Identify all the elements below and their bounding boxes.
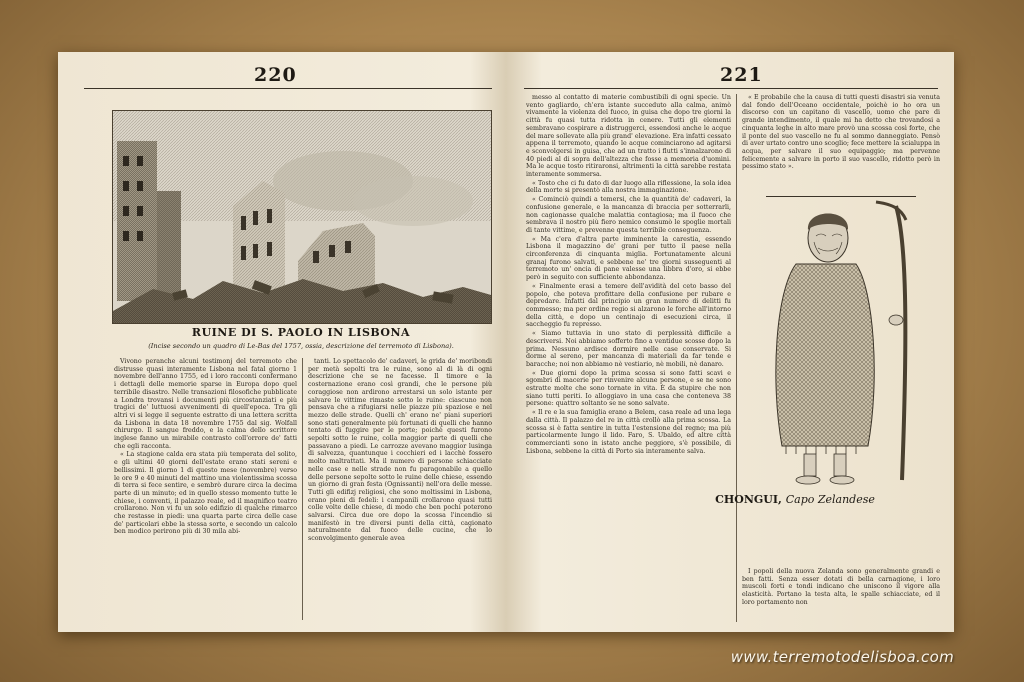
chongui-portrait (756, 200, 926, 486)
portrait-name: CHONGUI, (715, 493, 782, 506)
header-rule (524, 88, 938, 89)
portrait-subtitle: Capo Zelandese (785, 493, 875, 506)
paragraph: « La stagione calda era stata più temperata del solito, e gli ultimi 40 giorni dell'estate erano stati sereni e bellissimi. Il giorno 1 di questo mese (novembre) verso le ore 9 e 40 minuti del mattino una violentissima scossa di terra si fece sentire, e sembrò durare circa la decima parte di un minuto; ed in quello stesso momento tutte le chiese, i conventi, il palazzo reale, ed il magnifico teatro crollarono. Non vi fu un solo edifizio di qualche rimarco che restasse in piedi: una quarta parte circa delle case de' particolari ebbe la stessa sorte, e secondo un calcolo ben modico perirono più di 30 mila abi- (114, 451, 297, 536)
paragraph: tanti. Lo spettacolo de' cadaveri, le grida de' moribondi per metà sepolti tra le ruine, sono al di là di ogni descrizione che se ne facesse. Il timore e la costernazione erano così grandi, che le persone più coraggiose non ardirono arrestarsi un solo istante per salvare le vittime rimaste sotto le ruine: ciascuno non pensava che a rifugiarsi nelle piazze più spaziose e nel mezzo delle strade. Quelli ch' erano ne' piani superiori sono stati generalmente più fortunati di quelli che hanno tentato di fuggire per le porte; poichè questi furono sepolti sotto le ruine, colla maggior parte di quelli che passavano a piedi. Le carrozze avevano maggior lusinga di salvezza, quantunque i cocchieri ed i lacchè fossero molto maltrattati. Ma il numero di persone schiacciate nelle case e nelle strade non fu paragonabile a quello delle persone sepolte sotto le ruine delle chiese, essendo un giorno di gran festa (Ognissanti) nell'ora delle messe. Tutti gli edifizj religiosi, che sono moltissimi in Lisbona, erano pieni di fedeli: i campanili crollarono quasi tutti colle volte delle chiese, di modo che ben pochi poterono salvarsi. Circa due ore dopo la scossa l'incendio si manifestò in tre diversi punti della città, cagionato naturalmente dal fuoco delle cucine, che lo sconvolgimento generale avea (308, 358, 492, 543)
right-column-1 (526, 94, 731, 622)
paragraph: « Tosto che ci fu dato di dar luogo alla riflessione, la sola idea della morte si presentò alla nostra immaginazione. (526, 179, 731, 195)
site-watermark: www.terremotodelisboa.com (730, 648, 954, 666)
header-rule (84, 88, 492, 89)
paragraph: « Il re e la sua famiglia erano a Belem, casa reale ad una lega dalla città. Il palazzo del re in città crollò alla prima scossa. La scossa si è fatta sentire in tutta l'estensione del regno; ma più particolarmente lungo il lido. Faro, S. Ubaldo, ed altre città commercianti sono in istato anche peggiore, s'è possibile, di Lisbona, sebbene la città di Porto sia interamente salva. (526, 409, 731, 455)
paragraph: « Finalmente erasi a temere dell'avidità del ceto basso del popolo, che poteva profittare della confusione per rubare e depredare. Infatti dal principio un gran numero di delitti fu commesso; ma per ordine regio si alzarono le forche all'intorno della città, e dopo un centinajo di esecuzioni circa, il saccheggio fu represso. (526, 282, 731, 329)
paragraph: « Due giorni dopo la prima scossa si sono fatti scavi e sgombri di macerie per rinvenire alcune persone, e se ne sono estratte molte che sono tornate in vita. È da stupire che non siano tutti periti. Io alloggiavo in una casa che conteneva 38 persone: quattro soltanto se ne sono salvate. (526, 369, 731, 408)
column-divider (302, 358, 303, 620)
chief-illustration (756, 200, 926, 486)
column-divider (736, 94, 737, 622)
paragraph: I popoli della nuova Zelanda sono generalmente grandi e ben fatti. Senza esser dotati di bella carnagione, i loro muscoli forti e tondi indicano che uniscono il vigore alla elasticità. Portano la testa alta, le spalle schiacciate, ed il loro portamento non (742, 568, 940, 606)
left-column-1 (114, 358, 297, 620)
left-column-2 (308, 358, 492, 620)
paragraph: « Ma c'era d'altra parte imminente la carestia, essendo Lisbona il magazzino de' grani per tutto il paese nella circonferenza di cinquanta miglia. Fortunatamente alcuni granaj furono salvati, e sebbene ne' tre giorni susseguenti al terremoto un' oncia di pane valesse una libbra d'oro, si ebbe però in seguito con sufficiente abbondanza. (526, 235, 731, 282)
illustration-title: RUINE DI S. PAOLO IN LISBONA (191, 326, 411, 339)
paragraph: « Siamo tuttavia in uno stato di perplessità difficile a descriversi. Noi abbiamo sofferto fino a ventidue scosse dopo la prima. Nessuno ardisce dormire nelle case conservate. Si dorme al sereno, per mancanza di materiali da far tende e baracche; noi non abbiamo nè vestiario, nè mobili, nè danaro. (526, 330, 731, 368)
right-column-2-top (742, 94, 940, 194)
section-rule (766, 196, 916, 197)
paragraph: messo al contatto di materie combustibili di ogni specie. Un vento gagliardo, ch'era istante succeduto alla calma, animò vivamente la violenza del fuoco, in guisa che dopo tre giorni la città fu quasi tutta ridotta in cenere. Tutti gli elementi sembravano cospirare a distruggerci, essendosi anche le acque del mare sollevate alla più grand' elevazione. Era infatti cessato appena il terremoto, quando le acque cominciarono ad agitarsi e sconvolgersi in guisa, che ad un tratto i flutti s'innalzarono di 40 piedi al di sopra dell'altezza che fosse a memoria d'uomini. Ma le acque tosto ritiraronsi, altrimenti la città sarebbe restata interamente sommersa. (526, 94, 731, 179)
ruins-engraving (112, 110, 492, 324)
right-column-2-bottom (742, 568, 940, 624)
left-page (58, 52, 506, 632)
page-number: 220 (254, 64, 297, 86)
ruins-illustration (113, 111, 491, 323)
paragraph: « Cominciò quindi a temersi, che la quantità de' cadaveri, la confusione generale, e la mancanza di braccia per sotterrarli, non cagionasse qualche malattia contagiosa; ma il fuoco che sembrava il nostro più fiero nemico consumò le spoglie mortali di tante vittime, e prevenne questa terribile conseguenza. (526, 196, 731, 234)
illustration-subtitle: (Incise secondo un quadro di Le-Bas del 1757, ossia, descrizione del terremoto di Lisbona). (148, 342, 454, 350)
portrait-title (700, 493, 890, 506)
paragraph: Vivono peranche alcuni testimonj del terremoto che distrusse quasi interamente Lisbona nel fatal giorno 1 novembre dell'anno 1755, ed i loro racconti confermano i dettagli delle memorie sparse in Europa dopo quel terribile disastro. Nelle transazioni filosofiche pubblicate a Londra trovansi i documenti più circostanziati e più tragici de' luttuosi avvenimenti di quell'epoca. Tra gli altri vi si legge il seguente estratto di una lettera scritta da Lisbona in data 18 novembre 1755 dal sig. Wolfall chirurgo. Il sangue freddo, e la calma dello scrittore inglese fanno un mirabile contrasto coll'orrore de' fatti che egli racconta. (114, 358, 297, 450)
page-number: 221 (720, 64, 763, 86)
paragraph: « È probabile che la causa di tutti questi disastri sia venuta dal fondo dell'Oceano occidentale, poichè io ho ora un discorso con un capitano di vascello, uomo che pare di grande intendimento, il quale mi ha detto che trovandosi a cinquanta leghe in alto mare provò una scossa così forte, che il ponte del suo vascello ne fu al sommo danneggiato. Pensò di aver urtato contro uno scoglio; fece mettere la scialuppa in acqua, per salvare il suo equipaggio; ma pervenne felicemente a salvare in porto il suo vascello, ridotto però in pessimo stato ». (742, 94, 940, 171)
